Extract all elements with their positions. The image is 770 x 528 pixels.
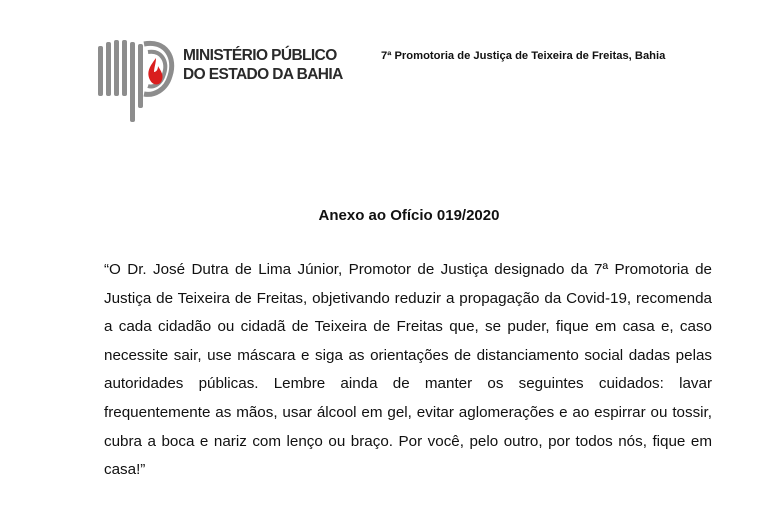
org-name-line2: DO ESTADO DA BAHIA [183,66,343,83]
organization-name [183,46,343,84]
promotoria-heading: 7ª Promotoria de Justiça de Teixeira de Freitas, Bahia [381,50,666,62]
document-body: “O Dr. José Dutra de Lima Júnior, Promotor de Justiça designado da 7ª Promotoria de Justiça de Teixeira de Freitas, objetivando reduzir a propagação da Covid-19, recomenda a cada cidadão ou cidadã de Teixeira de Freitas que, se puder, fique em casa e, caso necessite sair, use máscara e siga as orientações de distanciamento social dadas pelas autoridades públicas. Lembre ainda de manter os seguintes cuidados: lavar frequentemente as mãos, usar álcool em gel, evitar aglomerações e ao espirrar ou tossir, cubra a boca e nariz com lenço ou braço. Por você, pelo outro, por todos nós, fique em casa!” [104,261,712,479]
document-title: Anexo ao Ofício 019/2020 [318,207,500,224]
org-name-line1: MINISTÉRIO PÚBLICO [183,47,337,64]
mp-flame-logo-icon [96,36,176,126]
